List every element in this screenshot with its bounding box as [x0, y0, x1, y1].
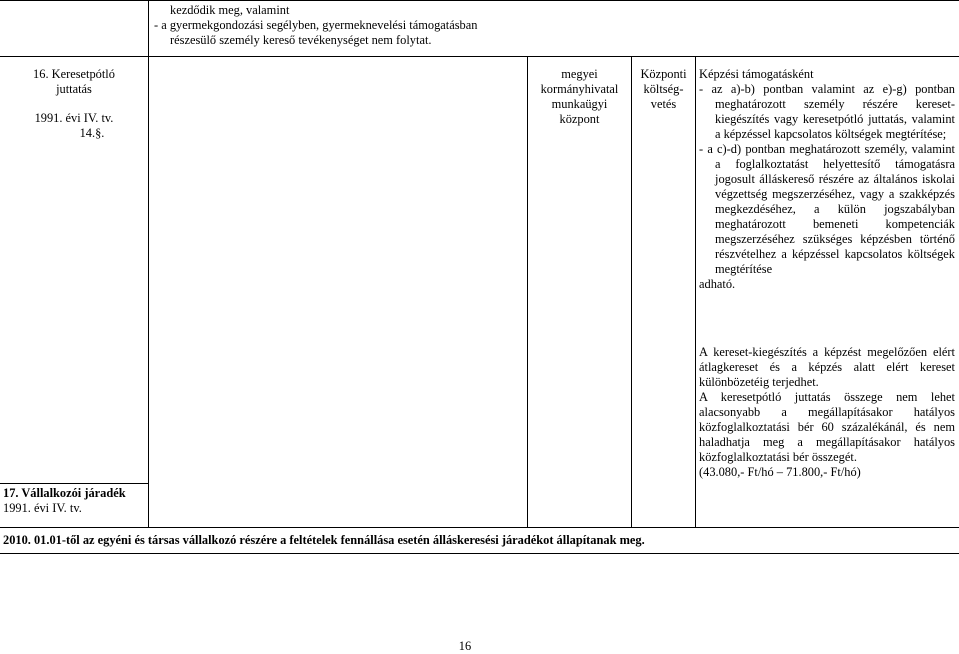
table-top-border [0, 0, 959, 1]
row16-amount-notes [699, 345, 955, 480]
row16-ref-line: 14.§. [79, 126, 105, 140]
row16-title [0, 67, 148, 97]
row16-description [699, 67, 955, 292]
budget-line: költség- [643, 82, 684, 96]
row17-legal-reference: 1991. évi IV. tv. [3, 501, 82, 515]
authority-line: központ [559, 112, 600, 126]
desc-end: adható. [699, 277, 736, 291]
col-border-3 [631, 56, 632, 527]
col-border-4 [695, 56, 696, 527]
page-number: 16 [458, 639, 472, 653]
authority-line: munkaügyi [551, 97, 608, 111]
desc-item-2: - a c)-d) pontban meghatározott személy, valamint a foglalkoztatást helyettesítő támogatásra jogosult álláskereső részére az általános iskolai végzettség megszerzéséhez, vagy a szakképzés megkezdéséhez, a külön jogszabályban meghatározott bemeneti kompetenciák megszerzéséhez szükséges képzésben történő részvételhez a képzéssel kapcsolatos költségek megtérítése [699, 142, 955, 276]
budget-line: Központi [640, 67, 687, 81]
top-row-text [154, 3, 524, 48]
row16-title-line: 16. Keresetpótló [33, 67, 115, 81]
budget-line: vetés [650, 97, 677, 111]
table-bottom-border [0, 553, 959, 554]
row16-legal-reference [0, 111, 148, 141]
authority-line: megyei [561, 67, 598, 81]
row17-top-border [0, 483, 148, 484]
desc-item-1: - az a)-b) pontban valamint az e)-g) pontban meghatározott személy részére kereset-kiegészítés vagy keresetpótló juttatás, valamint a képzéssel kapcsolatos költségek megtérítése; [699, 82, 955, 141]
col-border-1 [148, 0, 149, 527]
top-row-line: kezdődik meg, valamint [170, 3, 290, 17]
row16-ref-line: 1991. évi IV. tv. [34, 111, 114, 125]
desc-heading: Képzési támogatásként [699, 67, 814, 81]
authority-line: kormányhivatal [540, 82, 619, 96]
top-row-line: részesülő személy kereső tevékenységet nem folytat. [170, 33, 432, 47]
row16-authority [528, 67, 631, 127]
row16-title-line: juttatás [56, 82, 92, 96]
merged-row-note: 2010. 01.01-től az egyéni és társas vállalkozó részére a feltételek fennállása esetén álláskeresési járadékot állapítanak meg. [3, 533, 645, 547]
note-paragraph-3: (43.080,- Ft/hó – 71.800,- Ft/hó) [699, 465, 861, 479]
row16-budget [632, 67, 695, 112]
top-row-line: - a gyermekgondozási segélyben, gyermeknevelési támogatásban [154, 18, 478, 32]
row17-title: 17. Vállalkozói járadék [3, 486, 126, 500]
row16-top-border [0, 56, 959, 57]
merged-row-top-border [0, 527, 959, 528]
note-paragraph-2: A keresetpótló juttatás összege nem lehet alacsonyabb a megállapításakor hatályos közfoglalkoztatási bér 60 százalékánál, és nem haladhatja meg a megállapításakor hatályos közfoglalkoztatási bér összegét. [699, 390, 955, 464]
note-paragraph-1: A kereset-kiegészítés a képzést megelőzően elért átlagkereset és a képzés alatt elért kereset különbözetéig terjedhet. [699, 345, 955, 389]
